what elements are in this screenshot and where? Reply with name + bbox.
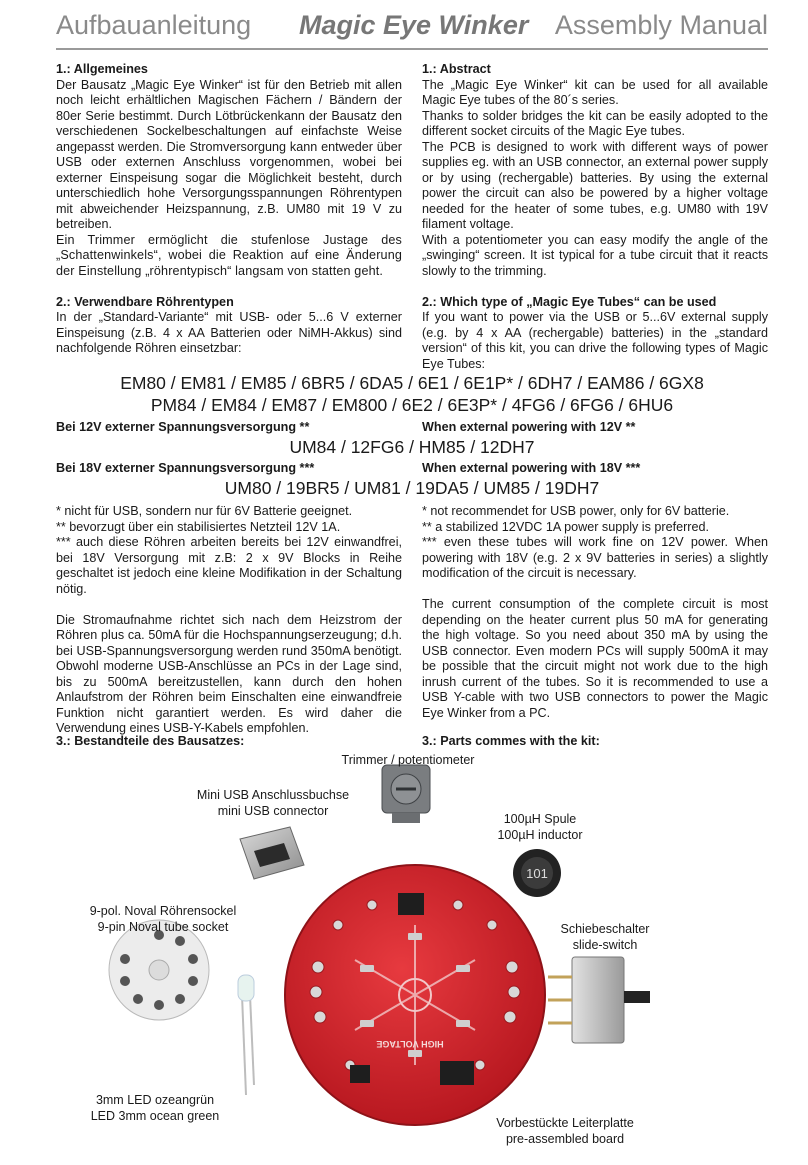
- section1-text3-en: The PCB is designed to work with different ways of power supplies eg. with an USB connector, an external power supply or by using (rechergable) batteries. By using the external power the circuit can also be powered by a higher voltage needed for the heater of some tubes, e.g. UM80 with 19V filament voltage.: [422, 139, 768, 231]
- inductor-marking: 101: [526, 866, 548, 881]
- english-column-top: [422, 62, 768, 372]
- slide-switch-part: [548, 957, 650, 1043]
- board-caption-en: pre-assembled board: [505, 1132, 625, 1146]
- trimmer-label: [328, 752, 488, 768]
- led-label-en: LED 3mm ocean green: [90, 1109, 220, 1123]
- usb-label-de: Mini USB Anschlussbuchse: [196, 788, 350, 802]
- usb-connector-part: [240, 827, 304, 879]
- section1-title-de: 1.: Allgemeines: [56, 62, 148, 76]
- german-column-top: [56, 62, 402, 357]
- header-title-en: Assembly Manual: [554, 10, 768, 40]
- usb-label: [178, 787, 368, 819]
- header-product-name: Magic Eye Winker: [299, 10, 529, 40]
- footnote1-en: * not recommendet for USB power, only for 6V batterie.: [422, 504, 730, 518]
- inductor-label-de: 100µH Spule: [503, 812, 577, 826]
- footnote2-en: ** a stabilized 12VDC 1A power supply is preferred.: [422, 519, 710, 534]
- section2-title-en: 2.: Which type of „Magic Eye Tubes“ can be used: [422, 294, 717, 309]
- inductor-label: [485, 811, 595, 843]
- current-text-en: The current consumption of the complete circuit is most depending on the heater current plus 50 mA for generating the high voltage. So you need about 350 mA by using the USB connector. Even modern PCs will supply 500mA it may be possible that the circuit might not work due to the high inrush current of the tubes. So it is recommended to use a USB Y-cable with two USB connectors to power the Magic Eye Winker from a PC.: [422, 597, 768, 720]
- heading-18v-de: Bei 18V externer Spannungsversorgung ***: [56, 461, 315, 475]
- footnote2-de: ** bevorzugt über ein stabilisiertes Netzteil 12V 1A.: [56, 519, 341, 534]
- trimmer-label-text: Trimmer / potentiometer: [341, 753, 475, 767]
- usb-label-en: mini USB connector: [217, 804, 329, 818]
- section2-text-en: If you want to power via the USB or 5...6V external supply (e.g. by 4 x AA (rechergable) batteries) in the „standard version“ of this kit, you can drive the following types of Magic Eye Tubes:: [422, 310, 768, 371]
- heading-12v-en: When external powering with 12V **: [422, 420, 636, 434]
- trimmer-part: [382, 765, 430, 823]
- socket-label-de: 9-pol. Noval Röhrensockel: [89, 904, 237, 918]
- pcb-board: [285, 865, 545, 1125]
- section1-text2-en: Thanks to solder bridges the kit can be easily adopted to the different socket circuits of the Magic Eye tubes.: [422, 108, 768, 138]
- section2-text-de: In der „Standard-Variante“ mit USB- oder 5...6 V externer Einspeisung (z.B. 4 x AA Batterien oder NiMH-Akkus) sind nachfolgende Röhren einsetzbar:: [56, 310, 402, 355]
- footnotes-en: [422, 504, 768, 721]
- heading-12v-de: Bei 12V externer Spannungsversorgung **: [56, 420, 310, 434]
- section1-text-de: Der Bausatz „Magic Eye Winker“ ist für den Betrieb mit allen noch leicht erhältlichen Magischen Fächern / Bändern der 80er Serie bestimmt. Durch Lötbrückenkann der Bausatz den verschiedenen Sockelbeschaltungen auf einfachste Weise angepasst werden. Die Stromversorgung kann entweder über USB oder externen Anschluss vorgenommen, wobei bei externer Einspeisung sogar die Möglichkeit besteht, durch unterschiedlich hohe Versorgungsspannungen Röhrentypen mit abweichender Heizspannung, z.B. UM80 mit 19 V zu betreiben.: [56, 77, 402, 231]
- section1-text-en: The „Magic Eye Winker“ kit can be used for all available Magic Eye tubes of the 80´s series.: [422, 77, 768, 107]
- section1-text4-en: With a potentiometer you can easy modify the angle of the „swinging“ screen. It ist typical for a tube circuit that it reacts slowly to the trimming.: [422, 232, 768, 278]
- led-part: [238, 975, 254, 1095]
- socket-label-en: 9-pin Noval tube socket: [97, 920, 229, 934]
- section3-title-en: 3.: Parts commes with the kit:: [422, 734, 600, 748]
- tube-list-line2: PM84 / EM84 / EM87 / EM800 / 6E2 / 6E3P* / 4FG6 / 6FG6 / 6HU6: [150, 395, 674, 415]
- header-title-de: Aufbauanleitung: [56, 10, 252, 40]
- footnote1-de: * nicht für USB, sondern nur für 6V Batterie geeignet.: [56, 504, 353, 518]
- led-label-de: 3mm LED ozeangrün: [95, 1093, 215, 1107]
- heading-18v-en: When external powering with 18V ***: [422, 461, 641, 475]
- section1-text2-de: Ein Trimmer ermöglicht die stufenlose Justage des „Schattenwinkels“, wobei die Reaktion auf eine Änderung der Einstellung „röhrentypisch“ langsam von statten geht.: [56, 232, 402, 278]
- board-label: HIGH VOLTAGE: [376, 1039, 444, 1049]
- led-label: [70, 1092, 240, 1124]
- header-rule: [56, 48, 768, 50]
- footnote3-de: *** auch diese Röhren arbeiten bereits bei 12V einwandfrei, bei 18V Versorgung mit z.B: 2 x 9V Blocks in Reihe geschaltet ist jedoch eine kleine Modifikation in der Schaltung nötig.: [56, 535, 402, 596]
- inductor-part: [513, 849, 561, 897]
- section1-title-en: 1.: Abstract: [422, 62, 491, 76]
- inductor-label-en: 100µH inductor: [497, 828, 583, 842]
- board-caption-de: Vorbestückte Leiterplatte: [496, 1116, 634, 1130]
- section2-title-de: 2.: Verwendbare Röhrentypen: [56, 294, 234, 309]
- switch-label-en: slide-switch: [572, 938, 638, 952]
- tube-list-12v: UM84 / 12FG6 / HM85 / 12DH7: [289, 437, 535, 457]
- section3-title-de: 3.: Bestandteile des Bausatzes:: [56, 734, 245, 748]
- socket-label: [68, 903, 258, 935]
- current-text-de: Die Stromaufnahme richtet sich nach dem Heizstrom der Röhren plus ca. 50mA für die Hochspannungserzeugung; d.h. bei USB-Spannungsversorgung werden rund 350mA benötigt. Obwohl moderne USB-Anschlüsse an PCs in der Lage sind, bis zu 500mA bereitzustellen, kann durch den hohen Anlaufstrom der Röhren beim Einschalten eine einwandfreie Funktion nicht garantiert werden. Es wird daher die Verwendung eines USB-Y-Kabels empfohlen.: [56, 612, 402, 735]
- page-header: [56, 10, 768, 46]
- footnote3-en: *** even these tubes will work fine on 12V power. When powering with 18V (e.g. 2 x 9V batteries in series) a slightly modification of the circuit is necessary.: [422, 535, 768, 580]
- tube-list-line1: EM80 / EM81 / EM85 / 6BR5 / 6DA5 / 6E1 / 6E1P* / 6DH7 / EAM86 / 6GX8: [120, 373, 704, 393]
- tube-socket-part: [109, 920, 209, 1020]
- footnotes-de: [56, 504, 402, 737]
- board-caption: [480, 1115, 650, 1147]
- tube-list-18v: UM80 / 19BR5 / UM81 / 19DA5 / UM85 / 19DH7: [224, 478, 600, 498]
- switch-label-de: Schiebeschalter: [560, 922, 650, 936]
- switch-label: [540, 921, 670, 953]
